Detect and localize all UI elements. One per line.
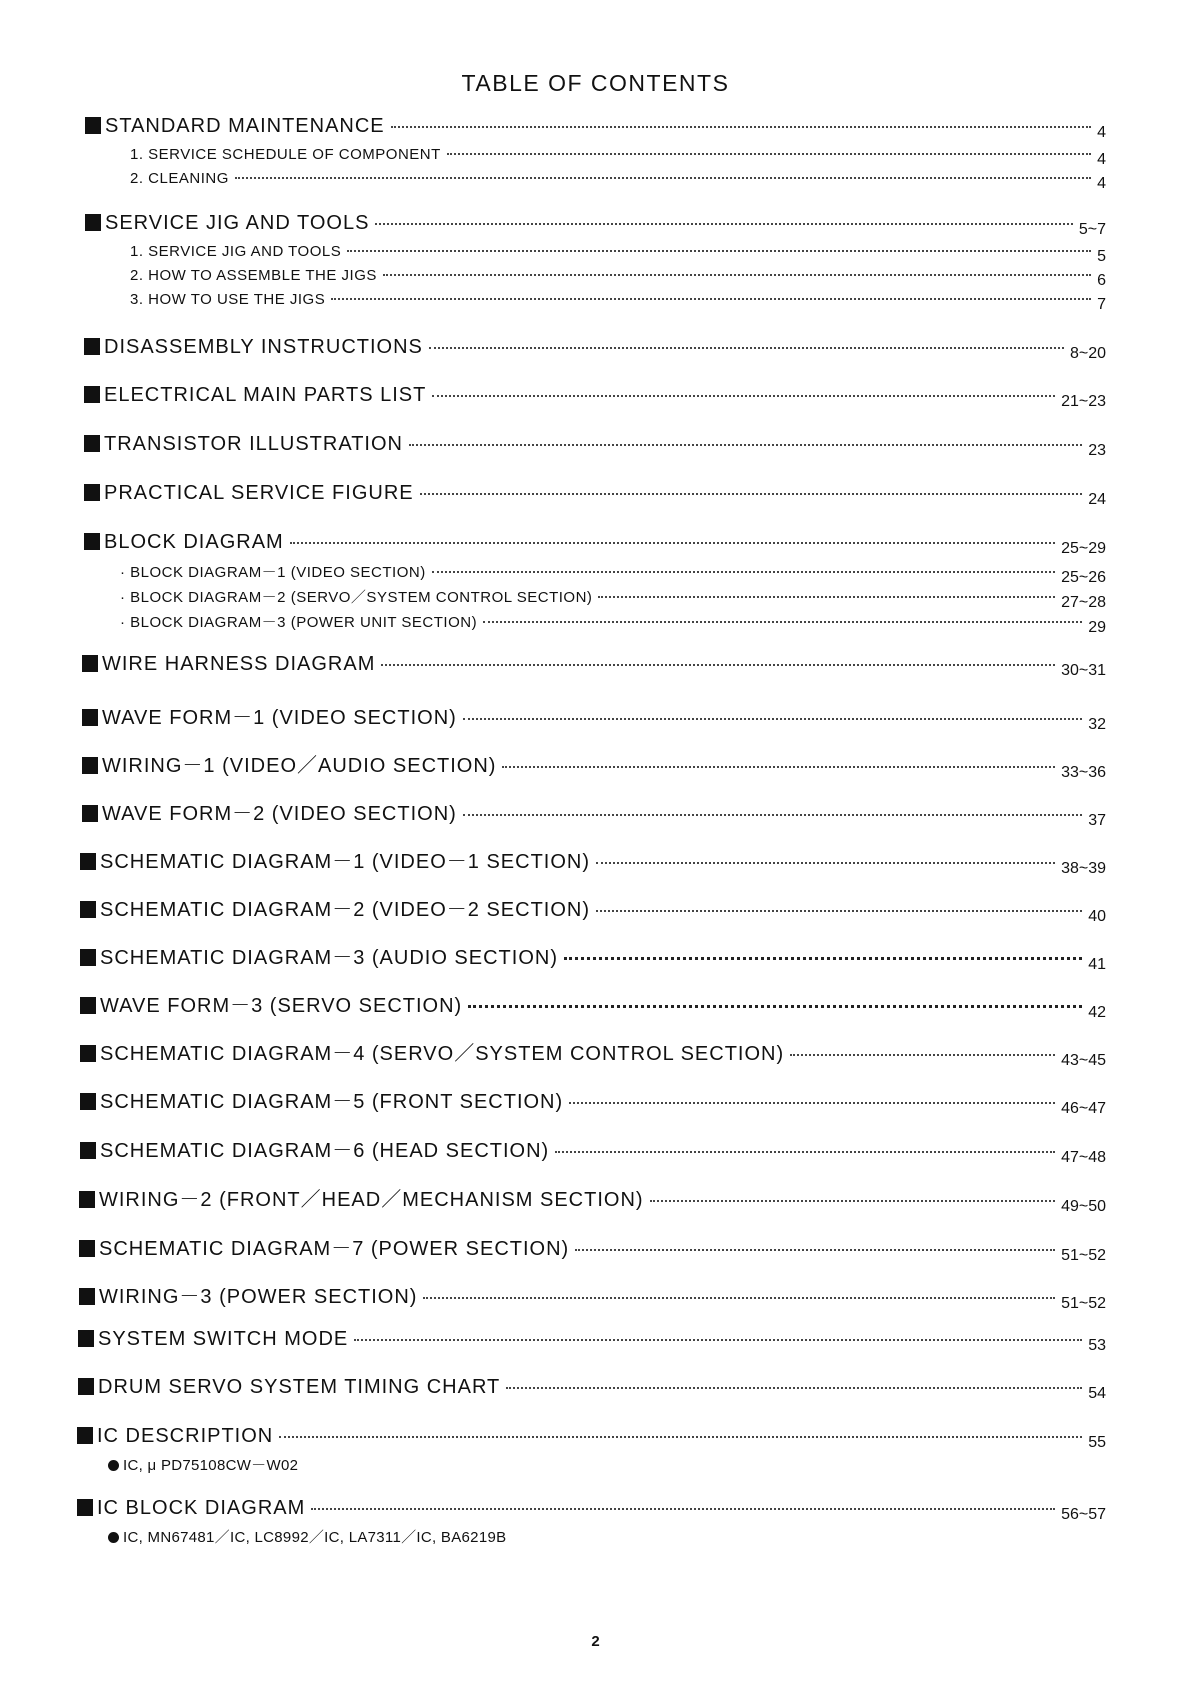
dot-leader [375,223,1072,225]
entry-label: SERVICE JIG AND TOOLS [105,212,370,234]
entry-label: SCHEMATIC DIAGRAM－2 (VIDEO－2 SECTION) [100,899,591,921]
entry-label: SCHEMATIC DIAGRAM－4 (SERVO／SYSTEM CONTROL SECTION) [100,1043,785,1065]
dot-leader [432,571,1055,573]
toc-note-ic-list [108,1526,506,1547]
entry-label: · BLOCK DIAGRAM－1 (VIDEO SECTION) [120,564,426,581]
dot-leader [564,957,1082,960]
page-number: 21~23 [1061,393,1106,410]
dot-leader [575,1249,1055,1251]
page-number: 25~26 [1061,569,1106,586]
toc-entry-schematic-diagram-1[interactable] [80,845,1106,877]
dot-leader [596,910,1082,912]
entry-label: 2. CLEANING [130,170,229,187]
square-bullet-icon [80,949,96,966]
page-number: 25~29 [1061,540,1106,557]
square-bullet-icon [78,1330,94,1347]
dot-leader [331,298,1091,300]
toc-entry-wire-harness-diagram[interactable] [82,653,1106,679]
dot-leader [463,814,1082,816]
toc-subentry[interactable] [120,586,1106,611]
toc-entry-schematic-diagram-7[interactable] [79,1232,1106,1264]
entry-label: SCHEMATIC DIAGRAM－7 (POWER SECTION) [99,1238,570,1260]
dot-leader [279,1436,1082,1438]
entry-label: · BLOCK DIAGRAM－2 (SERVO／SYSTEM CONTROL SECTION) [120,589,593,606]
square-bullet-icon [79,1240,95,1257]
square-bullet-icon [80,1142,96,1159]
square-bullet-icon [82,757,98,774]
page-title: TABLE OF CONTENTS [461,70,730,96]
square-bullet-icon [80,997,96,1014]
dot-leader [381,664,1055,666]
dot-leader [354,1339,1082,1341]
entry-label: 1. SERVICE JIG AND TOOLS [130,243,342,260]
toc-entry-ic-description[interactable] [77,1425,1106,1451]
page-number: 53 [1088,1337,1106,1354]
dot-leader [598,596,1055,598]
page-number: 8~20 [1069,345,1106,362]
entry-label: SCHEMATIC DIAGRAM－5 (FRONT SECTION) [100,1091,564,1113]
toc-entry-system-switch-mode[interactable] [78,1328,1106,1354]
page-number: 30~31 [1061,662,1106,679]
page-number: 32 [1088,716,1106,733]
entry-label: SCHEMATIC DIAGRAM－3 (AUDIO SECTION) [100,947,558,969]
dot-leader [463,718,1082,720]
dot-leader [447,153,1091,155]
toc-entry-drum-servo-timing-chart[interactable] [78,1376,1106,1402]
toc-entry-schematic-diagram-4[interactable] [80,1037,1106,1069]
page-footer-number: 2 [591,1633,600,1650]
square-bullet-icon [80,1093,96,1110]
page-number: 6 [1097,272,1106,289]
dot-leader [347,250,1091,252]
toc-subentry[interactable] [120,561,1106,586]
page-number: 38~39 [1061,860,1106,877]
toc-entry-schematic-diagram-6[interactable] [80,1134,1106,1166]
page-number: 37 [1088,812,1106,829]
toc-entry-service-jig-and-tools[interactable] [85,212,1106,238]
page-number: 51~52 [1061,1247,1106,1264]
page-number: 56~57 [1061,1506,1106,1523]
toc-entry-practical-service-figure[interactable] [84,482,1106,508]
square-bullet-icon [85,117,101,134]
entry-label: PRACTICAL SERVICE FIGURE [104,482,414,504]
entry-label: SYSTEM SWITCH MODE [98,1328,349,1350]
dot-leader [596,862,1055,864]
square-bullet-icon [78,1378,94,1395]
page-number: 43~45 [1061,1052,1106,1069]
page-number: 55 [1088,1434,1106,1451]
page-number: 27~28 [1061,594,1106,611]
dot-leader [409,444,1082,446]
dot-leader [235,177,1091,179]
entry-label: ELECTRICAL MAIN PARTS LIST [104,384,427,406]
page-number: 4 [1097,151,1106,168]
square-bullet-icon [79,1191,95,1208]
page-number: 24 [1088,491,1106,508]
dot-leader [432,395,1055,397]
entry-label: DRUM SERVO SYSTEM TIMING CHART [98,1376,501,1398]
toc-entry-electrical-main-parts-list[interactable] [84,384,1106,410]
entry-label: SCHEMATIC DIAGRAM－6 (HEAD SECTION) [100,1140,550,1162]
dot-leader [650,1200,1056,1202]
toc-entry-wave-form-3[interactable] [80,989,1106,1021]
square-bullet-icon [79,1288,95,1305]
square-bullet-icon [84,386,100,403]
dot-leader [311,1508,1055,1510]
dot-leader [468,1005,1082,1008]
page-number: 51~52 [1061,1295,1106,1312]
dot-leader [423,1297,1055,1299]
entry-label: 1. SERVICE SCHEDULE OF COMPONENT [130,146,441,163]
page-number: 40 [1088,908,1106,925]
entry-label: STANDARD MAINTENANCE [105,115,385,137]
square-bullet-icon [80,1045,96,1062]
page-number: 42 [1088,1004,1106,1021]
dot-leader [420,493,1083,495]
entry-label: BLOCK DIAGRAM [104,531,284,553]
toc-entry-wiring-2[interactable] [79,1183,1106,1215]
page-number: 23 [1088,442,1106,459]
entry-label: WAVE FORM－3 (SERVO SECTION) [100,995,463,1017]
entry-label: WAVE FORM－2 (VIDEO SECTION) [102,803,457,825]
dot-leader [790,1054,1055,1056]
toc-entry-disassembly-instructions[interactable] [84,336,1106,362]
entry-label: TRANSISTOR ILLUSTRATION [104,433,403,455]
entry-label: WIRE HARNESS DIAGRAM [102,653,376,675]
dot-leader [383,274,1091,276]
page-number: 4 [1097,124,1106,141]
toc-subentry[interactable] [120,611,1106,636]
square-bullet-icon [84,533,100,550]
page-number: 7 [1097,296,1106,313]
toc-entry-schematic-diagram-3[interactable] [80,941,1106,973]
toc-entry-wave-form-1[interactable] [82,701,1106,733]
page-number: 5~7 [1078,221,1106,238]
page-number: 4 [1097,175,1106,192]
square-bullet-icon [82,805,98,822]
dot-leader [555,1151,1055,1153]
entry-label: 2. HOW TO ASSEMBLE THE JIGS [130,267,377,284]
square-bullet-icon [82,709,98,726]
toc-subentry[interactable] [130,267,1106,289]
page-number: 49~50 [1061,1198,1106,1215]
entry-label: IC, MN67481／IC, LC8992／IC, LA7311／IC, BA6219B [123,1529,507,1546]
toc-entry-wave-form-2[interactable] [82,797,1106,829]
toc-subentry[interactable] [130,146,1106,168]
square-bullet-icon [84,484,100,501]
dot-leader [506,1387,1082,1389]
square-bullet-icon [85,214,101,231]
entry-label: · BLOCK DIAGRAM－3 (POWER UNIT SECTION) [120,614,478,631]
toc-entry-wiring-1[interactable] [82,749,1106,781]
toc-subentry[interactable] [130,291,1106,313]
dot-leader [569,1102,1055,1104]
page-number: 47~48 [1061,1149,1106,1166]
dot-leader [429,347,1064,349]
square-bullet-icon [80,853,96,870]
dot-leader [391,126,1091,128]
round-bullet-icon [108,1532,119,1543]
page-number: 54 [1088,1385,1106,1402]
entry-label: IC BLOCK DIAGRAM [97,1497,306,1519]
page-number: 46~47 [1061,1100,1106,1117]
toc-entry-schematic-diagram-5[interactable] [80,1085,1106,1117]
dot-leader [483,621,1082,623]
round-bullet-icon [108,1460,119,1471]
toc-subentry[interactable] [130,170,1106,192]
entry-label: SCHEMATIC DIAGRAM－1 (VIDEO－1 SECTION) [100,851,591,873]
entry-label: WAVE FORM－1 (VIDEO SECTION) [102,707,457,729]
page-number: 5 [1097,248,1106,265]
page-number: 41 [1088,956,1106,973]
page-number: 29 [1088,619,1106,636]
entry-label: IC DESCRIPTION [97,1425,274,1447]
page-number: 33~36 [1061,764,1106,781]
toc-entry-ic-block-diagram[interactable] [77,1497,1106,1523]
square-bullet-icon [82,655,98,672]
toc-entry-standard-maintenance[interactable] [85,115,1106,141]
toc-subentry[interactable] [130,243,1106,265]
toc-note-ic-list [108,1454,298,1475]
toc-entry-wiring-3[interactable] [79,1280,1106,1312]
toc-entry-transistor-illustration[interactable] [84,433,1106,459]
square-bullet-icon [84,435,100,452]
square-bullet-icon [77,1499,93,1516]
square-bullet-icon [84,338,100,355]
entry-label: WIRING－3 (POWER SECTION) [99,1286,418,1308]
square-bullet-icon [77,1427,93,1444]
square-bullet-icon [80,901,96,918]
entry-label: 3. HOW TO USE THE JIGS [130,291,326,308]
entry-label: WIRING－2 (FRONT／HEAD／MECHANISM SECTION) [99,1189,644,1211]
dot-leader [290,542,1055,544]
toc-entry-block-diagram[interactable] [84,531,1106,557]
entry-label: IC, μ PD75108CW－W02 [123,1457,299,1474]
dot-leader [502,766,1055,768]
toc-entry-schematic-diagram-2[interactable] [80,893,1106,925]
entry-label: WIRING－1 (VIDEO／AUDIO SECTION) [102,755,497,777]
entry-label: DISASSEMBLY INSTRUCTIONS [104,336,423,358]
